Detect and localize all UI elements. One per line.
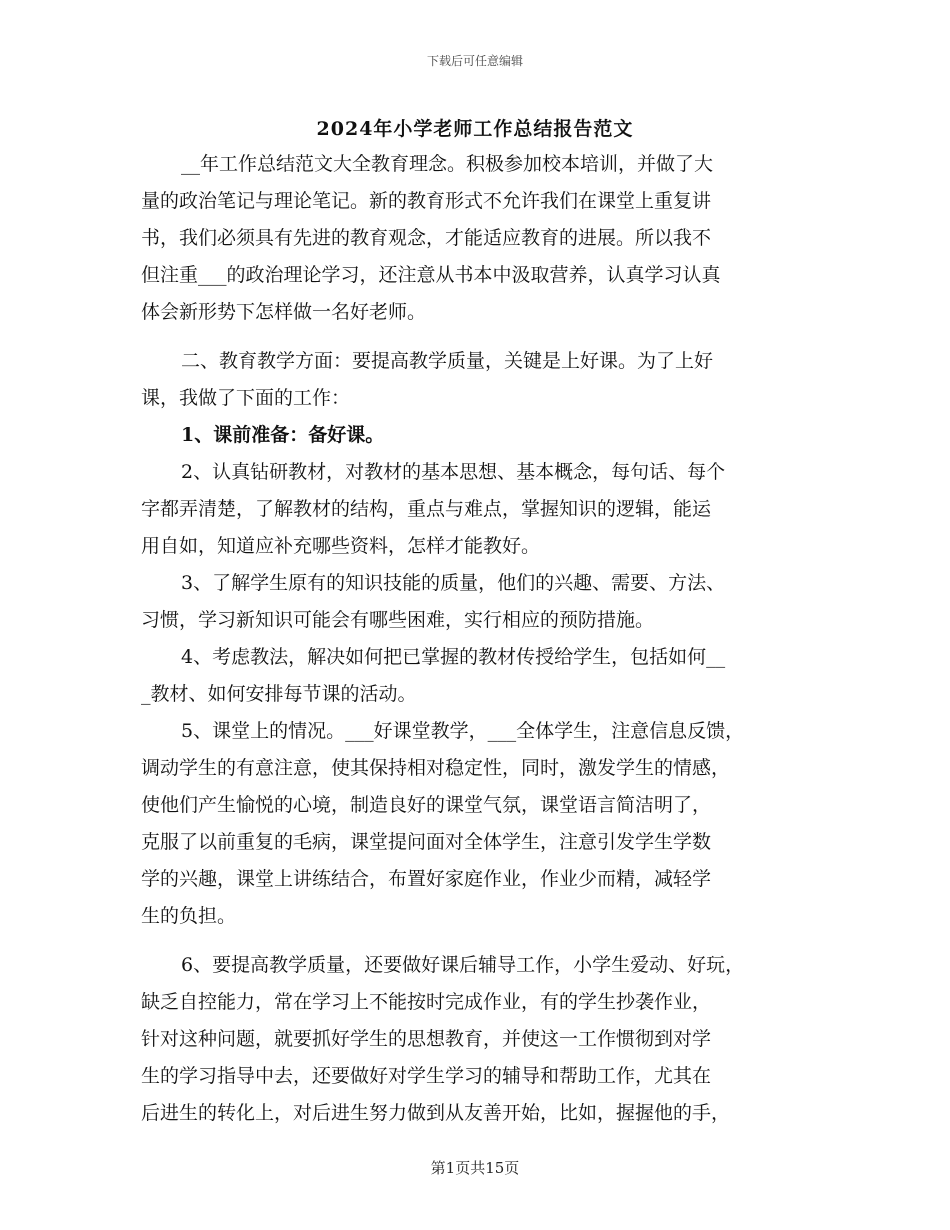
body-line: 但注重___的政治理论学习，还注意从书本中汲取营养，认真学习认真 [141, 264, 721, 286]
body-line: 课，我做了下面的工作： [141, 387, 351, 409]
body-line: _教材、如何安排每节课的活动。 [141, 683, 417, 705]
body-line: 生的负担。 [141, 905, 237, 927]
body-line: 二、教育教学方面：要提高教学质量，关键是上好课。为了上好 [181, 350, 714, 372]
body-line: 习惯，学习新知识可能会有哪些困难，实行相应的预防措施。 [141, 609, 655, 631]
document-title: 2024年小学老师工作总结报告范文 [316, 118, 634, 140]
body-line: 使他们产生愉悦的心境，制造良好的课堂气氛，课堂语言简洁明了， [141, 794, 712, 816]
page-number: 第1页共15页 [430, 1159, 520, 1177]
body-line: 书，我们必须具有先进的教育观念，才能适应教育的进展。所以我不 [141, 227, 712, 249]
body-line: 5、课堂上的情况。___好课堂教学，___全体学生，注意信息反馈， [181, 720, 745, 742]
body-line: __年工作总结范文大全教育理念。积极参加校本培训，并做了大 [181, 153, 714, 175]
body-line: 缺乏自控能力，常在学习上不能按时完成作业，有的学生抄袭作业， [141, 991, 712, 1013]
body-line: 4、考虑教法，解决如何把已掌握的教材传授给学生，包括如何__ [181, 646, 726, 668]
body-line: 体会新形势下怎样做一名好老师。 [141, 301, 427, 323]
body-line: 学的兴趣，课堂上讲练结合，布置好家庭作业，作业少而精，减轻学 [141, 868, 712, 890]
body-line: 生的学习指导中去，还要做好对学生学习的辅导和帮助工作，尤其在 [141, 1065, 712, 1087]
document-body [141, 146, 813, 1132]
page-header-note: 下载后可任意编辑 [426, 54, 523, 68]
section-heading: 1、课前准备：备好课。 [181, 424, 385, 446]
body-line: 3、了解学生原有的知识技能的质量，他们的兴趣、需要、方法、 [181, 572, 726, 594]
body-line: 字都弄清楚，了解教材的结构，重点与难点，掌握知识的逻辑，能运 [141, 498, 712, 520]
body-line: 后进生的转化上，对后进生努力做到从友善开始，比如，握握他的手， [141, 1102, 731, 1124]
body-line: 克服了以前重复的毛病，课堂提问面对全体学生，注意引发学生学数 [141, 831, 712, 853]
body-line: 6、要提高教学质量，还要做好课后辅导工作，小学生爱动、好玩， [181, 954, 745, 976]
body-line: 2、认真钻研教材，对教材的基本思想、基本概念，每句话、每个 [181, 461, 726, 483]
body-line: 用自如，知道应补充哪些资料，怎样才能教好。 [141, 535, 541, 557]
body-line: 量的政治笔记与理论笔记。新的教育形式不允许我们在课堂上重复讲 [141, 190, 712, 212]
body-line: 调动学生的有意注意，使其保持相对稳定性，同时，激发学生的情感， [141, 757, 731, 779]
body-line: 针对这种问题，就要抓好学生的思想教育，并使这一工作惯彻到对学 [141, 1028, 712, 1050]
